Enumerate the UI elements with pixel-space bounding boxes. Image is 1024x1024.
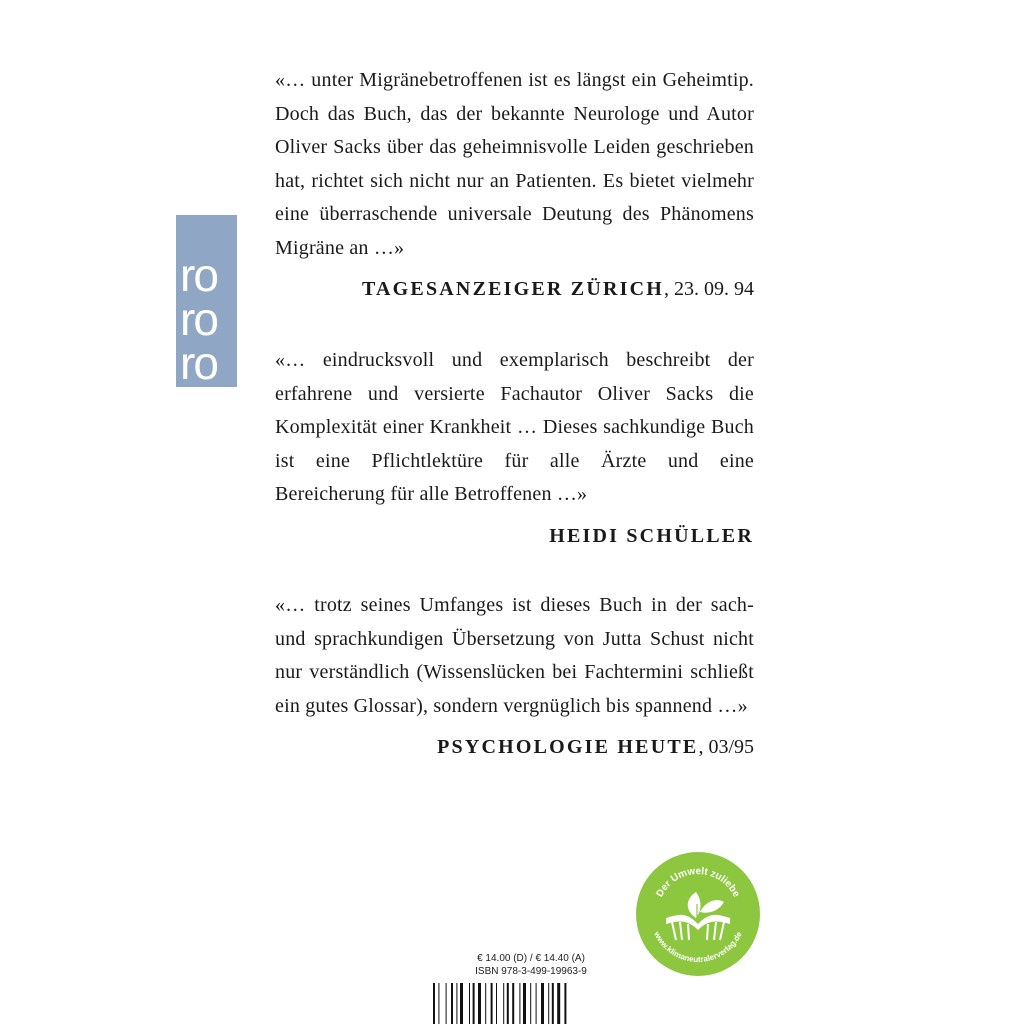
logo-line: ro [180,293,217,345]
source-date: , 03/95 [698,736,754,758]
barcode-bar [469,983,470,1024]
barcode-bar [503,983,504,1024]
climate-neutral-badge [636,852,760,976]
badge-bottom-text: www.klimaneutralerverlag.de [652,930,744,965]
source-name: HEIDI SCHÜLLER [549,524,754,547]
barcode-bar [548,983,549,1024]
rororo-logo-text [180,249,217,387]
isbn-text: ISBN 978-3-499-19963-9 [475,966,587,977]
barcode-bar [552,983,554,1024]
barcode-bar [507,983,509,1024]
barcode-bar [496,983,497,1024]
barcode-bar [523,983,526,1024]
barcode-bar [557,983,560,1024]
logo-line: ro [180,337,217,387]
source-name: PSYCHOLOGIE HEUTE [437,736,699,758]
quote-source [275,733,754,761]
review-quote [275,64,754,303]
barcode-bar [446,983,447,1024]
barcode [433,983,593,1024]
review-quote [275,589,754,761]
barcode-bar [530,983,531,1024]
logo-line: ro [180,249,217,301]
review-quote [275,344,754,550]
barcode-bar [460,983,463,1024]
barcode-bar [536,983,537,1024]
source-name: TAGESANZEIGER ZÜRICH [361,278,664,300]
quote-source [275,275,754,303]
barcode-bar [541,983,544,1024]
barcode-bar [473,983,475,1024]
quote-text: «… trotz seines Umfanges ist dieses Buch in der sach- und sprachkundigen Übersetzung von Jutta Schust nicht nur verständlich (Wissenslücken bei Fachtermini schließt ein gutes Glossar), sondern vergnüglich bis spannend …» [275,594,754,717]
barcode-bar [478,983,481,1024]
source-date: , 23. 09. 94 [664,278,754,300]
quote-text: «… eindrucksvoll und exemplarisch beschreibt der erfahrene und versierte Fachautor Oliver Sacks die Komplexität einer Krankheit … Dieses sachkundige Buch ist eine Pflichtlektüre für alle Ärzte und eine Bereicherung für alle Betroffenen …» [275,349,754,505]
barcode-bar [519,983,520,1024]
barcode-bar [491,983,493,1024]
badge-top-text: Der Umwelt zuliebe [654,865,742,900]
barcode-bar [451,983,453,1024]
barcode-bar [512,983,514,1024]
price-isbn-block [451,952,611,978]
barcode-bar [564,983,566,1024]
quote-text: «… unter Migränebetroffenen ist es längst ein Geheimtip. Doch das Buch, das der bekannte Neurologe und Autor Oliver Sacks über das geheimnisvolle Leiden geschrieben hat, richtet sich nicht nur an Patienten. Es bietet vielmehr eine überraschende universale Deutung des Phänomens Migräne an …» [275,69,754,259]
barcode-bar [456,983,457,1024]
barcode-bar [433,983,435,1024]
barcode-bar [438,983,439,1024]
price-text: € 14.00 (D) / € 14.40 (A) [477,953,585,964]
quote-source [275,522,754,550]
rororo-logo [176,215,237,387]
barcode-bar [485,983,486,1024]
